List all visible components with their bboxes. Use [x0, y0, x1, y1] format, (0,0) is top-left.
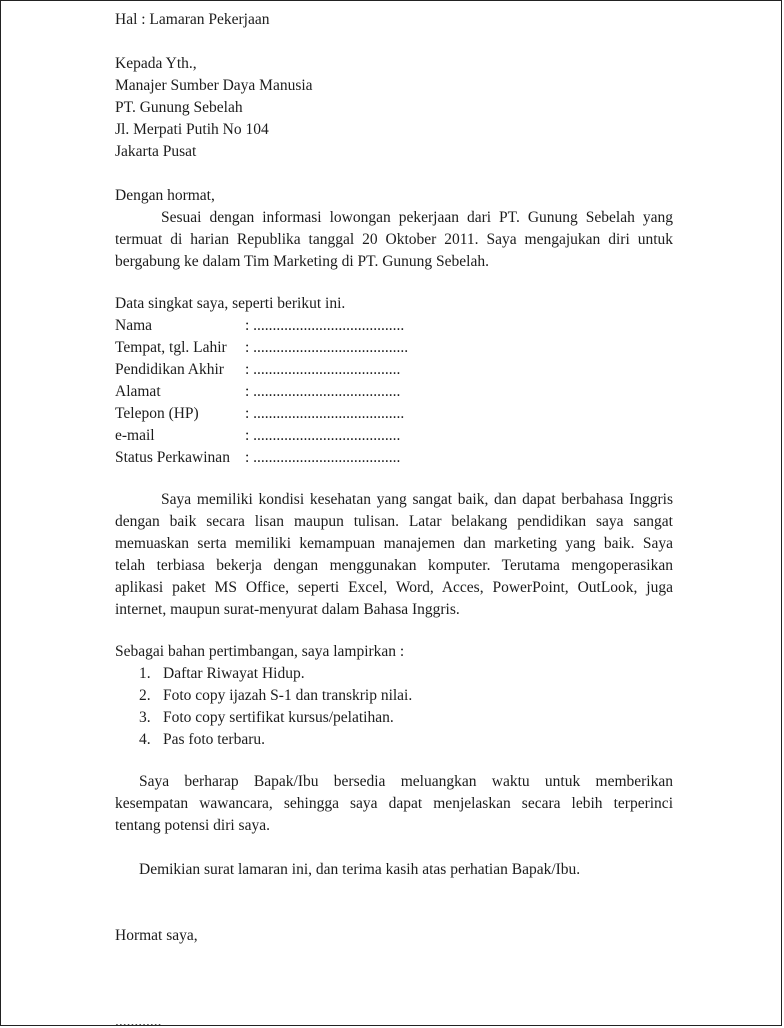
attachment-number: 4. [139, 731, 151, 748]
attachment-number: 3. [139, 709, 151, 726]
body-line: memuaskan serta memiliki kemampuan manajemen dan marketing yang baik. Saya [115, 535, 673, 552]
signature-placeholder: ............ [115, 1013, 162, 1026]
field-value: : ...................................... [245, 383, 401, 400]
field-value: : ...................................... [245, 361, 401, 378]
hope-line: kesempatan wawancara, sehingga saya dapat menjelaskan secara lebih terperinci [115, 795, 673, 812]
subject-line: Hal : Lamaran Pekerjaan [115, 11, 270, 28]
field-value: : ....................................... [245, 405, 405, 422]
hope-line: tentang potensi diri saya. [115, 817, 270, 834]
body-line: telah terbiasa bekerja dengan menggunakan komputer. Terutama mengoperasikan [115, 557, 673, 574]
recipient-line: Jakarta Pusat [115, 143, 197, 160]
field-value: : ...................................... [245, 449, 401, 466]
body-line: aplikasi paket MS Office, seperti Excel, Word, Acces, PowerPoint, OutLook, juga [115, 579, 673, 596]
attachment-number: 1. [139, 665, 151, 682]
body-line: internet, maupun surat-menyurat dalam Bahasa Inggris. [115, 601, 460, 618]
greeting: Dengan hormat, [115, 187, 215, 204]
attachment-number: 2. [139, 687, 151, 704]
intro-line: bergabung ke dalam Tim Marketing di PT. Gunung Sebelah. [115, 253, 489, 270]
field-label: Alamat [115, 383, 161, 400]
field-value: : ...................................... [245, 427, 401, 444]
regards: Hormat saya, [115, 927, 198, 944]
intro-line: Sesuai dengan informasi lowongan pekerjaan dari PT. Gunung Sebelah yang [161, 209, 673, 226]
closing-sentence: Demikian surat lamaran ini, dan terima kasih atas perhatian Bapak/Ibu. [139, 861, 581, 878]
body-line: dengan baik secara lisan maupun tulisan. Latar belakang pendidikan saya sangat [115, 513, 673, 530]
field-label: Pendidikan Akhir [115, 361, 224, 378]
field-label: Telepon (HP) [115, 405, 199, 422]
attachment-item: Foto copy ijazah S-1 dan transkrip nilai. [163, 687, 413, 704]
attachment-item: Foto copy sertifikat kursus/pelatihan. [163, 709, 394, 726]
data-heading: Data singkat saya, seperti berikut ini. [115, 295, 346, 312]
attachment-item: Daftar Riwayat Hidup. [163, 665, 305, 682]
field-label: Nama [115, 317, 153, 334]
intro-line: termuat di harian Republika tanggal 20 Oktober 2011. Saya mengajukan diri untuk [115, 231, 673, 248]
field-label: Status Perkawinan [115, 449, 230, 466]
recipient-line: Manajer Sumber Daya Manusia [115, 77, 313, 94]
recipient-line: Jl. Merpati Putih No 104 [115, 121, 269, 138]
attachment-item: Pas foto terbaru. [163, 731, 266, 748]
field-value: : ........................................ [245, 339, 409, 356]
recipient-line: Kepada Yth., [115, 55, 197, 72]
field-label: e-mail [115, 427, 155, 444]
attachments-heading: Sebagai bahan pertimbangan, saya lampirkan : [115, 643, 405, 660]
field-value: : ....................................... [245, 317, 405, 334]
recipient-line: PT. Gunung Sebelah [115, 99, 243, 116]
hope-line: Saya berharap Bapak/Ibu bersedia meluangkan waktu untuk memberikan [139, 773, 673, 790]
body-line: Saya memiliki kondisi kesehatan yang sangat baik, dan dapat berbahasa Inggris [161, 491, 673, 508]
field-label: Tempat, tgl. Lahir [115, 339, 227, 356]
